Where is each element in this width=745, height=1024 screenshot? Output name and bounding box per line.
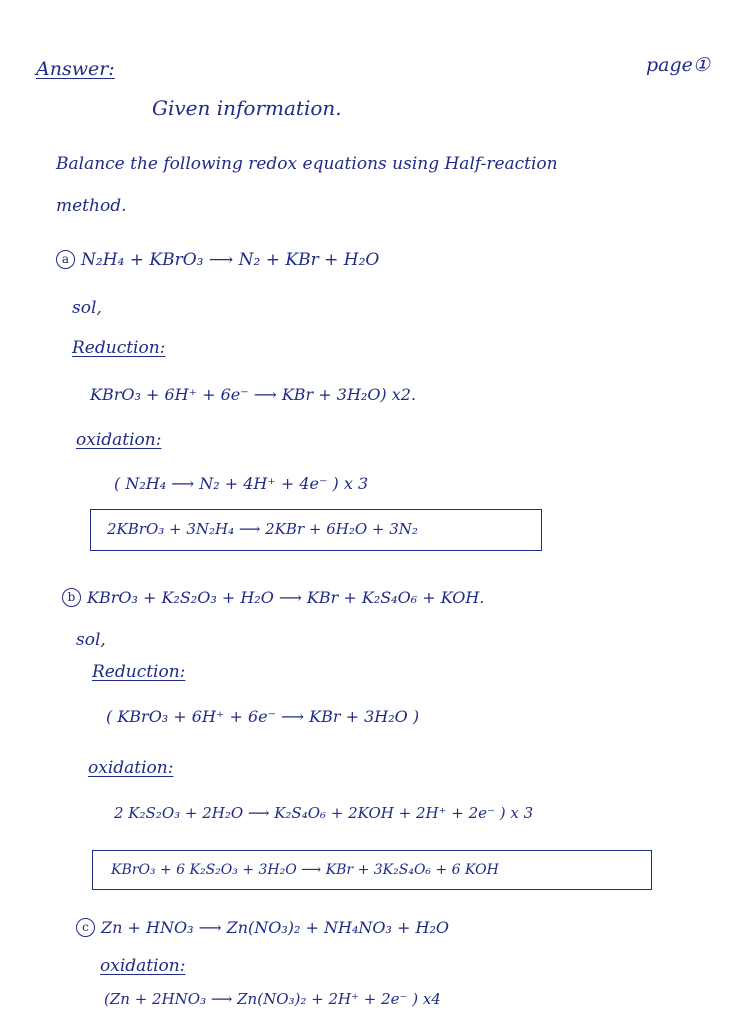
given-heading: Given information. — [152, 96, 342, 120]
part-b-equation-text: KBrO₃ + K₂S₂O₃ + H₂O ⟶ KBr + K₂S₄O₆ + KOH. — [87, 588, 485, 607]
instruction-line-2: method. — [56, 196, 127, 216]
part-c-oxidation-label: oxidation: — [100, 956, 186, 976]
part-b-oxidation-label: oxidation: — [88, 758, 174, 778]
part-c-oxidation-eq: (Zn + 2HNO₃ ⟶ Zn(NO₃)₂ + 2H⁺ + 2e⁻ ) x4 — [104, 990, 441, 1008]
part-b-equation — [62, 588, 484, 607]
part-a-equation-text: N₂H₄ + KBrO₃ ⟶ N₂ + KBr + H₂O — [81, 250, 380, 270]
part-b-sol: sol, — [76, 630, 106, 650]
instruction-line-1: Balance the following redox equations using Half-reaction — [56, 154, 558, 174]
part-b-reduction-eq: ( KBrO₃ + 6H⁺ + 6e⁻ ⟶ KBr + 3H₂O ) — [106, 707, 420, 726]
part-a-reduction-eq: KBrO₃ + 6H⁺ + 6e⁻ ⟶ KBr + 3H₂O) x2. — [90, 385, 417, 404]
part-a-sol: sol, — [72, 298, 102, 318]
answer-label: Answer: — [36, 58, 115, 80]
part-c-equation-text: Zn + HNO₃ ⟶ Zn(NO₃)₂ + NH₄NO₃ + H₂O — [101, 918, 449, 937]
part-a-badge: a — [56, 250, 75, 269]
part-c-badge: c — [76, 918, 95, 937]
part-a-reduction-label: Reduction: — [72, 338, 166, 358]
part-a-result: 2KBrO₃ + 3N₂H₄ ⟶ 2KBr + 6H₂O + 3N₂ — [107, 520, 418, 538]
part-a-equation — [56, 250, 379, 269]
part-b-oxidation-eq: 2 K₂S₂O₃ + 2H₂O ⟶ K₂S₄O₆ + 2KOH + 2H⁺ + 2e⁻ ) x 3 — [114, 804, 534, 822]
part-b-badge: b — [62, 588, 81, 607]
part-b-reduction-label: Reduction: — [92, 662, 186, 682]
part-a-result-box — [90, 509, 542, 551]
part-b-result: KBrO₃ + 6 K₂S₂O₃ + 3H₂O ⟶ KBr + 3K₂S₄O₆ + 6 KOH — [111, 862, 499, 878]
part-a-oxidation-label: oxidation: — [76, 430, 162, 450]
part-a-oxidation-eq: ( N₂H₄ ⟶ N₂ + 4H⁺ + 4e⁻ ) x 3 — [114, 474, 369, 493]
part-b-result-box — [92, 850, 652, 890]
part-c-equation — [76, 918, 449, 937]
page-number: page① — [646, 54, 710, 76]
